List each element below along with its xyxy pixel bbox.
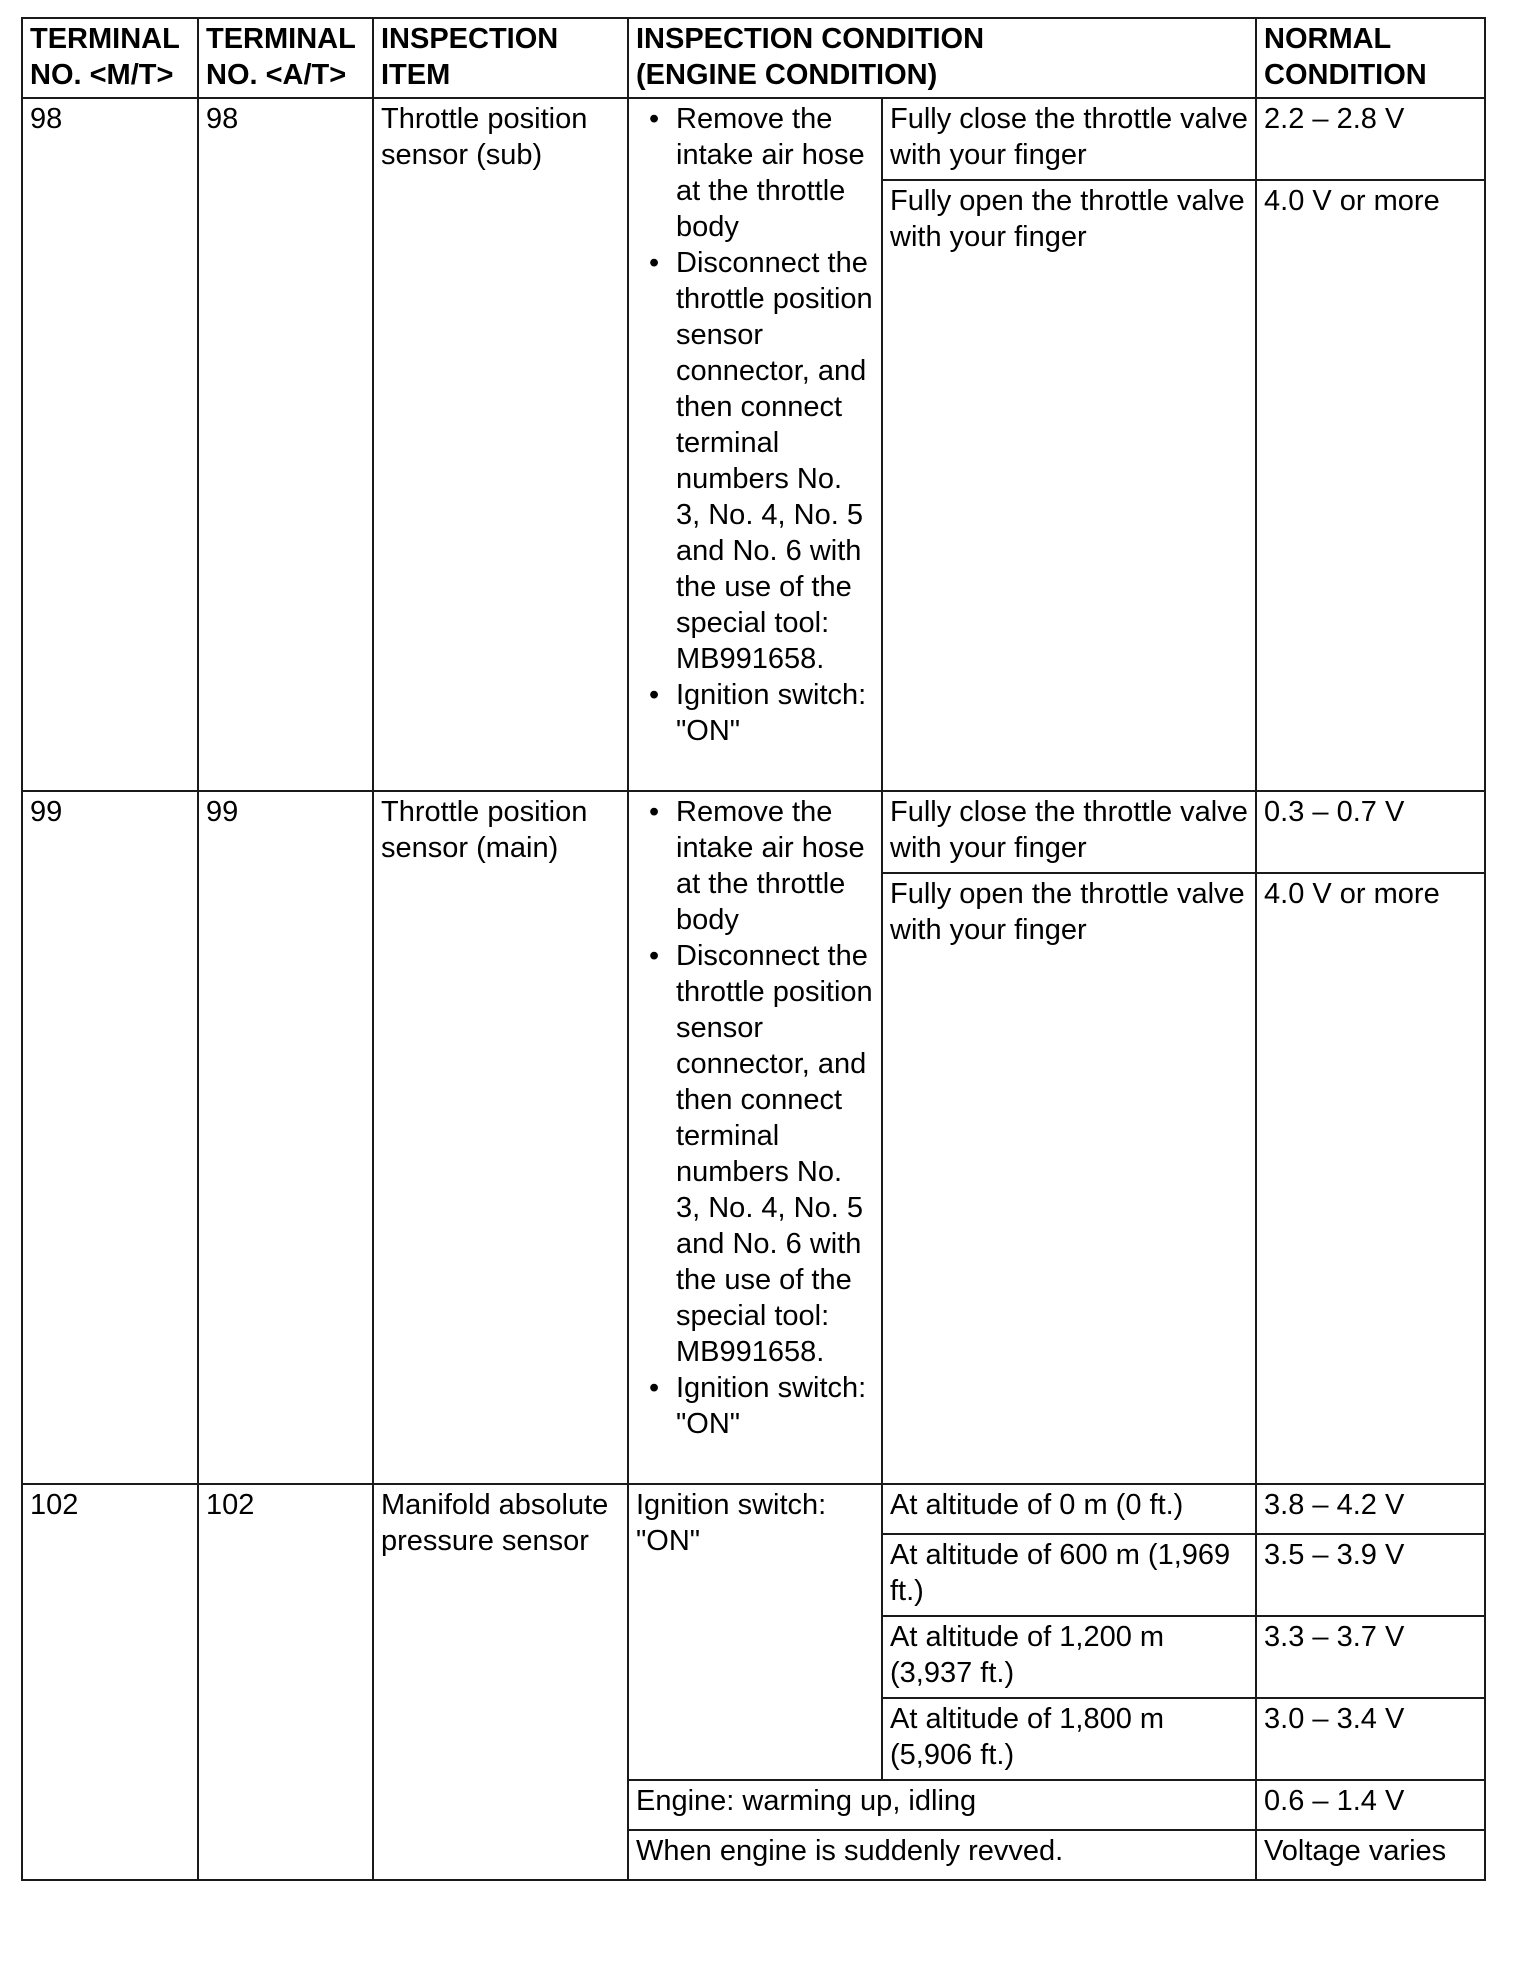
normal-condition-cell: 4.0 V or more [1256,873,1485,1484]
table-row [22,791,1485,873]
terminal-mt-cell: 102 [22,1484,198,1880]
normal-condition-cell: 3.3 – 3.7 V [1256,1616,1485,1698]
engine-condition-cell: Engine: warming up, idling [628,1780,1256,1830]
table-row [22,98,1485,180]
header-terminal-mt: TERMINAL NO. <M/T> [22,18,198,98]
header-terminal-at: TERMINAL NO. <A/T> [198,18,373,98]
terminal-at-cell: 98 [198,98,373,791]
list-item: • Remove the intake air hose at the throttle body [676,101,874,245]
inspection-condition-cell [628,791,882,1484]
normal-condition-cell: Voltage varies [1256,1830,1485,1880]
terminal-mt-cell: 98 [22,98,198,791]
terminal-at-cell: 99 [198,791,373,1484]
normal-condition-cell: 3.0 – 3.4 V [1256,1698,1485,1780]
normal-condition-cell: 0.3 – 0.7 V [1256,791,1485,873]
list-item: • Ignition switch: "ON" [676,1370,874,1442]
terminal-at-cell: 102 [198,1484,373,1880]
list-item: • Disconnect the throttle position sensor connector, and then connect terminal numbers No. 3, No. 4, No. 5 and No. 6 with the use of the special tool: MB991658. [676,938,874,1370]
engine-condition-cell: Fully close the throttle valve with your finger [882,98,1256,180]
terminal-mt-cell: 99 [22,791,198,1484]
engine-condition-cell: At altitude of 1,200 m (3,937 ft.) [882,1616,1256,1698]
inspection-item-cell: Manifold absolute pressure sensor [373,1484,628,1880]
header-normal-condition: NORMAL CONDITION [1256,18,1485,98]
normal-condition-cell: 2.2 – 2.8 V [1256,98,1485,180]
list-item: • Ignition switch: "ON" [676,677,874,749]
engine-condition-cell: Fully close the throttle valve with your finger [882,791,1256,873]
engine-condition-cell: At altitude of 600 m (1,969 ft.) [882,1534,1256,1616]
inspection-item-cell: Throttle position sensor (sub) [373,98,628,791]
normal-condition-cell: 0.6 – 1.4 V [1256,1780,1485,1830]
normal-condition-cell: 3.5 – 3.9 V [1256,1534,1485,1616]
engine-condition-cell: At altitude of 0 m (0 ft.) [882,1484,1256,1534]
normal-condition-cell: 3.8 – 4.2 V [1256,1484,1485,1534]
inspection-item-cell: Throttle position sensor (main) [373,791,628,1484]
engine-condition-cell: At altitude of 1,800 m (5,906 ft.) [882,1698,1256,1780]
inspection-condition-cell [628,98,882,791]
engine-condition-cell: Fully open the throttle valve with your finger [882,180,1256,791]
engine-condition-cell: Fully open the throttle valve with your finger [882,873,1256,1484]
header-row [22,18,1485,98]
header-inspection-item: INSPECTION ITEM [373,18,628,98]
normal-condition-cell: 4.0 V or more [1256,180,1485,791]
header-inspection-condition: INSPECTION CONDITION (ENGINE CONDITION) [628,18,1256,98]
document-page [21,17,1486,1881]
list-item: • Disconnect the throttle position sensor connector, and then connect terminal numbers No. 3, No. 4, No. 5 and No. 6 with the use of the special tool: MB991658. [676,245,874,677]
inspection-table [21,17,1486,1881]
list-item: • Remove the intake air hose at the throttle body [676,794,874,938]
inspection-condition-cell: Ignition switch: "ON" [628,1484,882,1780]
table-row [22,1484,1485,1534]
condition-bullet-list [636,101,874,749]
engine-condition-cell: When engine is suddenly revved. [628,1830,1256,1880]
condition-bullet-list [636,794,874,1442]
